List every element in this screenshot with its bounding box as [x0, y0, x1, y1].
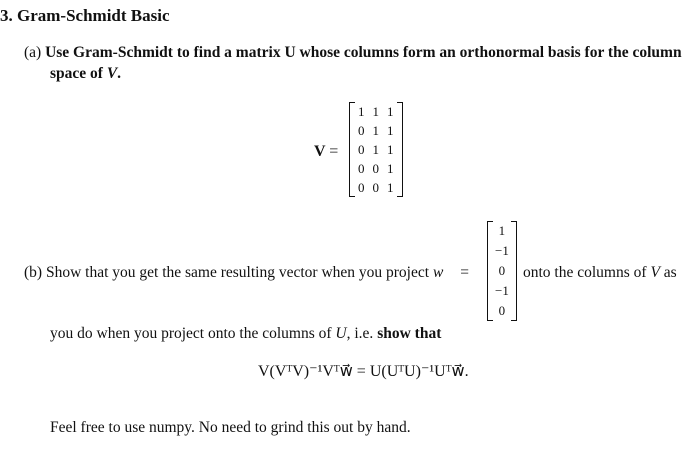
- part-b-line2-var: U: [335, 325, 347, 342]
- problem-title: 3. Gram-Schmidt Basic: [0, 6, 170, 25]
- matrix-v-name: V: [314, 143, 326, 160]
- part-b-line1-suffix-a: onto the columns of: [523, 264, 647, 281]
- vector-w-symbol: w⃗ =: [432, 264, 470, 281]
- part-b-label: (b): [24, 264, 43, 281]
- matrix-v-cell: 0: [358, 161, 365, 176]
- part-b-line2-mid: , i.e.: [346, 325, 374, 342]
- matrix-v-row: [354, 140, 398, 159]
- vector-w-row: [492, 241, 512, 261]
- vector-w-row: [492, 301, 512, 321]
- part-b-line2-bold: show that: [377, 325, 442, 342]
- matrix-v-cell: 0: [372, 161, 379, 176]
- part-a-line2-suffix: .: [117, 65, 122, 82]
- matrix-v-label: [314, 143, 338, 161]
- matrix-v-row: [354, 159, 398, 178]
- vector-w: [487, 221, 517, 321]
- matrix-v-cell: 1: [372, 123, 379, 138]
- matrix-v-cell: 0: [358, 142, 365, 157]
- vector-w-cell: 1: [498, 223, 506, 238]
- matrix-v-cell: 0: [372, 180, 379, 195]
- vector-w-body: [492, 221, 512, 321]
- matrix-v-cell: 1: [387, 104, 394, 119]
- matrix-v-cell: 1: [372, 104, 379, 119]
- matrix-v-row: [354, 178, 398, 197]
- vector-w-cell: 0: [498, 303, 506, 318]
- part-b-line2: [50, 325, 441, 343]
- matrix-v-cell: 1: [387, 123, 394, 138]
- matrix-v-cell: 1: [372, 142, 379, 157]
- vector-w-row: [492, 261, 512, 281]
- matrix-v-equals: =: [329, 143, 339, 160]
- matrix-v: [349, 102, 403, 197]
- matrix-v-row: [354, 121, 398, 140]
- part-a-instruction: Use Gram-Schmidt to find a matrix U whose columns form an orthonormal basis for the column: [45, 44, 682, 61]
- vector-w-cell: −1: [495, 283, 509, 298]
- part-b-line1-end: [523, 264, 677, 282]
- matrix-v-cell: 1: [387, 161, 394, 176]
- part-a-line2: [50, 65, 121, 83]
- vector-w-cell: 0: [498, 263, 506, 278]
- matrix-v-cell: 1: [387, 180, 394, 195]
- part-b-line1: [24, 264, 470, 282]
- projection-equation: V(VᵀV)⁻¹Vᵀw⃗ = U(UᵀU)⁻¹Uᵀw⃗.: [258, 363, 469, 380]
- matrix-v-cell: 0: [358, 123, 365, 138]
- part-a-line2-var: V: [106, 65, 118, 82]
- part-a-line1: [24, 44, 682, 62]
- part-b-line1-prefix: Show that you get the same resulting vector when you project: [45, 264, 430, 281]
- part-b-line1-suffix-b: as: [663, 264, 677, 281]
- part-a-label: (a): [24, 44, 42, 61]
- vector-w-row: [492, 221, 512, 241]
- footer-note: Feel free to use numpy. No need to grind this out by hand.: [50, 419, 411, 436]
- matrix-v-body: [354, 102, 398, 197]
- part-b-line1-var: V: [650, 264, 660, 281]
- part-b-line2-prefix: you do when you project onto the columns of: [50, 325, 332, 342]
- matrix-v-cell: 1: [387, 142, 394, 157]
- matrix-v-row: [354, 102, 398, 121]
- part-a-line2-prefix: space of: [50, 65, 103, 82]
- vector-w-row: [492, 281, 512, 301]
- vector-w-cell: −1: [495, 243, 509, 258]
- matrix-v-cell: 1: [358, 104, 365, 119]
- matrix-v-cell: 0: [358, 180, 365, 195]
